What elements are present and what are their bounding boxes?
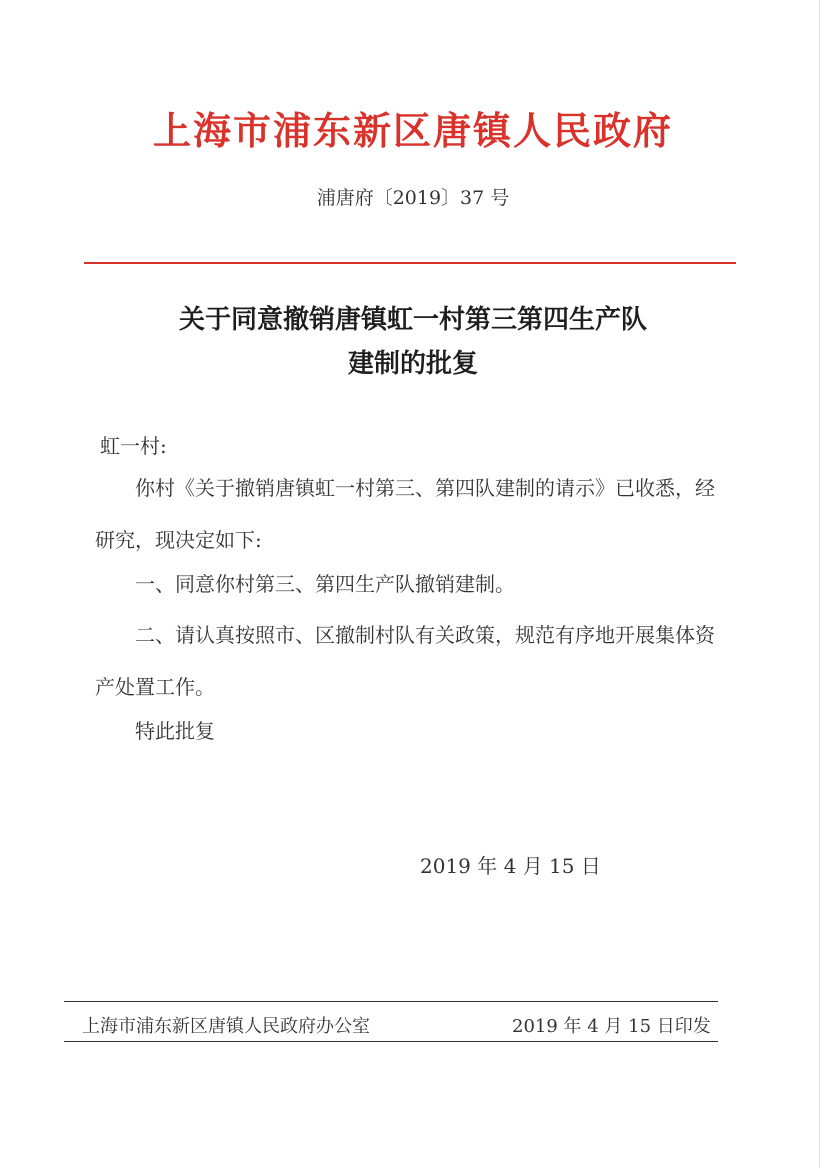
subject-title-line-1: 关于同意撤销唐镇虹一村第三第四生产队 bbox=[178, 305, 647, 335]
decision-item-2: 二、请认真按照市、区撤制村队有关政策，规范有序地开展集体资产处置工作。 bbox=[95, 623, 715, 699]
document-number: 浦唐府〔2019〕37 号 bbox=[316, 187, 510, 209]
closing-phrase: 特此批复 bbox=[135, 719, 215, 743]
body-paragraph-1: 你村《关于撤销唐镇虹一村第三、第四队建制的请示》已收悉，经研究，现决定如下: bbox=[95, 476, 715, 552]
decision-item-1: 一、同意你村第三、第四生产队撤销建制。 bbox=[135, 572, 515, 596]
page-edge bbox=[819, 0, 820, 1168]
signing-date: 2019 年 4 月 15 日 bbox=[420, 854, 601, 878]
agency-title: 上海市浦东新区唐镇人民政府 bbox=[152, 108, 673, 153]
subject-title-line-2: 建制的批复 bbox=[347, 349, 478, 379]
salutation: 虹一村: bbox=[100, 434, 167, 458]
footer-rule-bottom bbox=[64, 1041, 718, 1042]
header-separator bbox=[84, 262, 736, 264]
subject-title bbox=[0, 298, 826, 386]
issue-date: 2019 年 4 月 15 日印发 bbox=[512, 1016, 711, 1037]
issuing-office: 上海市浦东新区唐镇人民政府办公室 bbox=[82, 1016, 370, 1037]
footer-rule-top bbox=[64, 1001, 718, 1002]
